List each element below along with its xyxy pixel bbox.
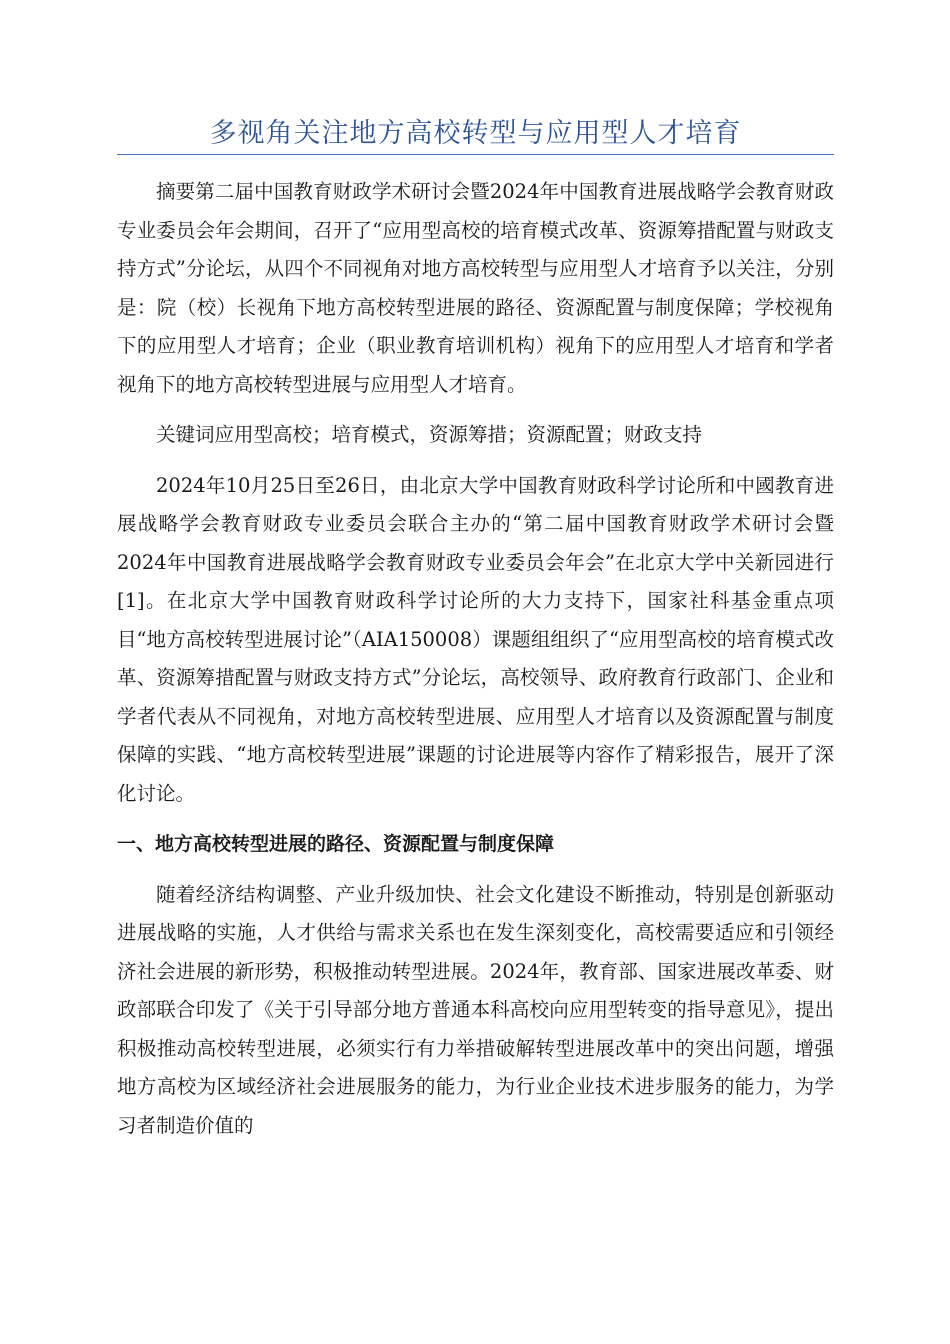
section-heading: 一、地方高校转型进展的路径、资源配置与制度保障	[117, 833, 555, 855]
paragraph-gap	[117, 864, 834, 876]
title-underline	[117, 154, 834, 155]
keywords-paragraph: 关键词应用型高校；培育模式，资源筹措；资源配置；财政支持	[156, 423, 703, 446]
abstract-paragraph: 摘要第二届中国教育财政学术研讨会暨2024年中国教育进展战略学会教育财政专业委员会年会期间，召开了“应用型高校的培育模式改革、资源筹措配置与财政支持方式”分论坛，从四个不同视角对地方高校转型与应用型人才培育予以关注，分别是：院（校）长视角下地方高校转型进展的路径、资源配置与制度保障；学校视角下的应用型人才培育；企业（职业教育培训机构）视角下的应用型人才培育和学者视角下的地方高校转型进展与应用型人才培育。	[117, 180, 834, 396]
page-title: 多视角关注地方高校转型与应用型人才培育	[209, 118, 742, 149]
paragraph-gap	[117, 455, 834, 467]
paragraph-gap	[117, 813, 834, 825]
paragraph-gap	[117, 404, 834, 416]
section-paragraph: 随着经济结构调整、产业升级加快、社会文化建设不断推动，特别是创新驱动进展战略的实施，人才供给与需求关系也在发生深刻变化，高校需要适应和引领经济社会进展的新形势，积极推动转型进展。2024年，教育部、国家进展改革委、财政部联合印发了《关于引导部分地方普通本科高校向应用型转变的指导意见》，提出积极推动高校转型进展，必须实行有力举措破解转型进展改革中的突出问题，增强地方高校为区域经济社会进展服务的能力，为行业企业技术进步服务的能力，为学习者制造价值的	[117, 882, 834, 1137]
document-body	[117, 173, 834, 1145]
intro-paragraph: 2024年10月25日至26日，由北京大学中国教育财政科学讨论所和中國教育进展战略学会教育财政专业委员会联合主办的“第二届中国教育财政学术研讨会暨2024年中国教育进展战略学会教育财政专业委员会年会”在北京大学中关新园进行[1]。在北京大学中国教育财政科学讨论所的大力支持下，国家社科基金重点项目“地方高校转型进展讨论”（AIA150008）课题组组织了“应用型高校的培育模式改革、资源筹措配置与财政支持方式”分论坛，高校领导、政府教育行政部门、企业和学者代表从不同视角，对地方高校转型进展、应用型人才培育以及资源配置与制度保障的实践、“地方高校转型进展”课题的讨论进展等内容作了精彩报告，展开了深化讨论。	[117, 473, 834, 805]
